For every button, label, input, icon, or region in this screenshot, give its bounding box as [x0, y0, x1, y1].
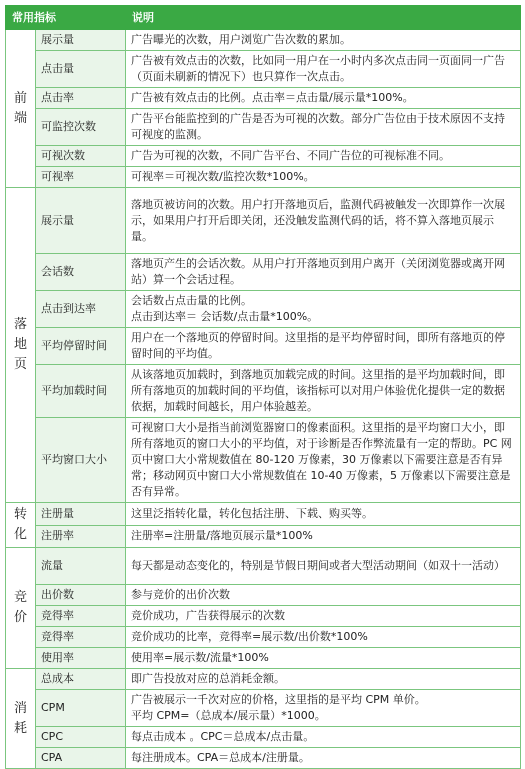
- metric-name: 平均窗口大小: [36, 418, 126, 503]
- header-metric: 常用指标: [6, 6, 126, 30]
- metric-description: 从该落地页加载时，到落地页加载完成的时间。这里指的是平均加载时间，即所有落地页的加载时间的平均值，该指标可以对用户体验优化提供一定的数据依据，加载时间越长，用户体验越差。: [126, 365, 521, 418]
- metric-description: 广告被有效点击的次数，比如同一用户在一小时内多次点击同一页面同一广告（页面未刷新的情况下）也只算作一次点击。: [126, 51, 521, 88]
- metric-name: 平均加载时间: [36, 365, 126, 418]
- metric-description: 广告被有效点击的比例。点击率＝点击量/展示量*100%。: [126, 88, 521, 109]
- table-row: [6, 146, 521, 167]
- category-cell: [6, 548, 36, 669]
- metric-description: 广告为可视的次数，不同广告平台、不同广告位的可视标准不同。: [126, 146, 521, 167]
- category-label: 消耗: [14, 700, 28, 736]
- table-row: [6, 30, 521, 51]
- metric-name: 流量: [36, 548, 126, 585]
- metric-description: 可视窗口大小是指当前浏览器窗口的像素面积。这里指的是平均窗口大小，即所有落地页的窗口大小的平均值，对于诊断是否作弊流量有一定的帮助。PC 网页中窗口大小常规数值在 80-120 万像素，30 万像素以下需要注意是否有异常；移动网页中窗口大小常规数值在 10-40 万像素，5 万像素以下需要注意是否有异常。: [126, 418, 521, 503]
- category-label: 落地页: [14, 317, 28, 372]
- metric-name: 注册量: [36, 503, 126, 526]
- table-row: [6, 51, 521, 88]
- metric-description: 每天都是动态变化的，特别是节假日期间或者大型活动期间（如双十一活动）: [126, 548, 521, 585]
- metric-name: 点击到达率: [36, 291, 126, 328]
- table-row: [6, 188, 521, 254]
- category-cell: [6, 188, 36, 503]
- table-body: [6, 30, 521, 769]
- metric-name: 会话数: [36, 254, 126, 291]
- category-cell: [6, 503, 36, 548]
- table-row: [6, 525, 521, 548]
- metric-name: 点击率: [36, 88, 126, 109]
- table-row: [6, 328, 521, 365]
- table-row: [6, 365, 521, 418]
- metric-description: 每点击成本 。CPC＝总成本/点击量。: [126, 727, 521, 748]
- table-row: [6, 727, 521, 748]
- category-label: 竞价: [14, 590, 28, 625]
- table-row: [6, 585, 521, 606]
- table-row: [6, 606, 521, 627]
- header-description: 说明: [126, 6, 521, 30]
- metric-name: 展示量: [36, 30, 126, 51]
- table-row: [6, 291, 521, 328]
- table-row: [6, 690, 521, 727]
- category-cell: [6, 30, 36, 188]
- header-row: [6, 6, 521, 30]
- table-row: [6, 254, 521, 291]
- metric-description: 广告平台能监控到的广告是否为可视的次数。部分广告位由于技术原因不支持可视度的监测。: [126, 109, 521, 146]
- metric-name: 点击量: [36, 51, 126, 88]
- metric-name: 总成本: [36, 669, 126, 690]
- table-row: [6, 88, 521, 109]
- metric-description: 落地页被访问的次数。用户打开落地页后，监测代码被触发一次即算作一次展示，如果用户打开后即关闭，还没触发监测代码的话，将不算入落地页展示量。: [126, 188, 521, 254]
- metric-name: 出价数: [36, 585, 126, 606]
- table-row: [6, 627, 521, 648]
- metric-description: 竞价成功，广告获得展示的次数: [126, 606, 521, 627]
- metric-description: 可视率＝可视次数/监控次数*100%。: [126, 167, 521, 188]
- metric-name: 展示量: [36, 188, 126, 254]
- metric-name: 竞得率: [36, 606, 126, 627]
- metric-name: CPA: [36, 748, 126, 769]
- metric-description: 竞价成功的比率，竞得率=展示数/出价数*100%: [126, 627, 521, 648]
- table-row: [6, 669, 521, 690]
- table-row: [6, 748, 521, 769]
- metric-name: 注册率: [36, 525, 126, 548]
- metric-name: CPM: [36, 690, 126, 727]
- table-row: [6, 167, 521, 188]
- metric-name: 平均停留时间: [36, 328, 126, 365]
- metric-name: CPC: [36, 727, 126, 748]
- category-cell: [6, 669, 36, 769]
- metric-name: 竞得率: [36, 627, 126, 648]
- metric-description: 会话数占点击量的比例。 点击到达率＝ 会话数/点击量*100%。: [126, 291, 521, 328]
- table-row: [6, 648, 521, 669]
- metric-name: 可视次数: [36, 146, 126, 167]
- metric-description: 广告曝光的次数，用户浏览广告次数的累加。: [126, 30, 521, 51]
- metric-description: 广告被展示一千次对应的价格，这里指的是平均 CPM 单价。 平均 CPM=（总成本/展示量）*1000。: [126, 690, 521, 727]
- category-label: 前端: [14, 90, 28, 126]
- metric-description: 参与竞价的出价次数: [126, 585, 521, 606]
- metric-description: 注册率=注册量/落地页展示量*100%: [126, 525, 521, 548]
- table-row: [6, 418, 521, 503]
- metric-description: 落地页产生的会话次数。从用户打开落地页到用户离开（关闭浏览器或离开网站）算一个会话过程。: [126, 254, 521, 291]
- metric-description: 用户在一个落地页的停留时间。这里指的是平均停留时间，即所有落地页的停留时间的平均值。: [126, 328, 521, 365]
- metric-name: 使用率: [36, 648, 126, 669]
- table-row: [6, 109, 521, 146]
- metric-description: 使用率=展示数/流量*100%: [126, 648, 521, 669]
- table-row: [6, 503, 521, 526]
- metric-name: 可视率: [36, 167, 126, 188]
- metrics-table: [5, 5, 521, 769]
- metric-description: 每注册成本。CPA＝总成本/注册量。: [126, 748, 521, 769]
- metric-description: 这里泛指转化量，转化包括注册、下载、购买等。: [126, 503, 521, 526]
- table-row: [6, 548, 521, 585]
- metric-description: 即广告投放对应的总消耗金额。: [126, 669, 521, 690]
- metric-name: 可监控次数: [36, 109, 126, 146]
- category-label: 转化: [14, 507, 28, 542]
